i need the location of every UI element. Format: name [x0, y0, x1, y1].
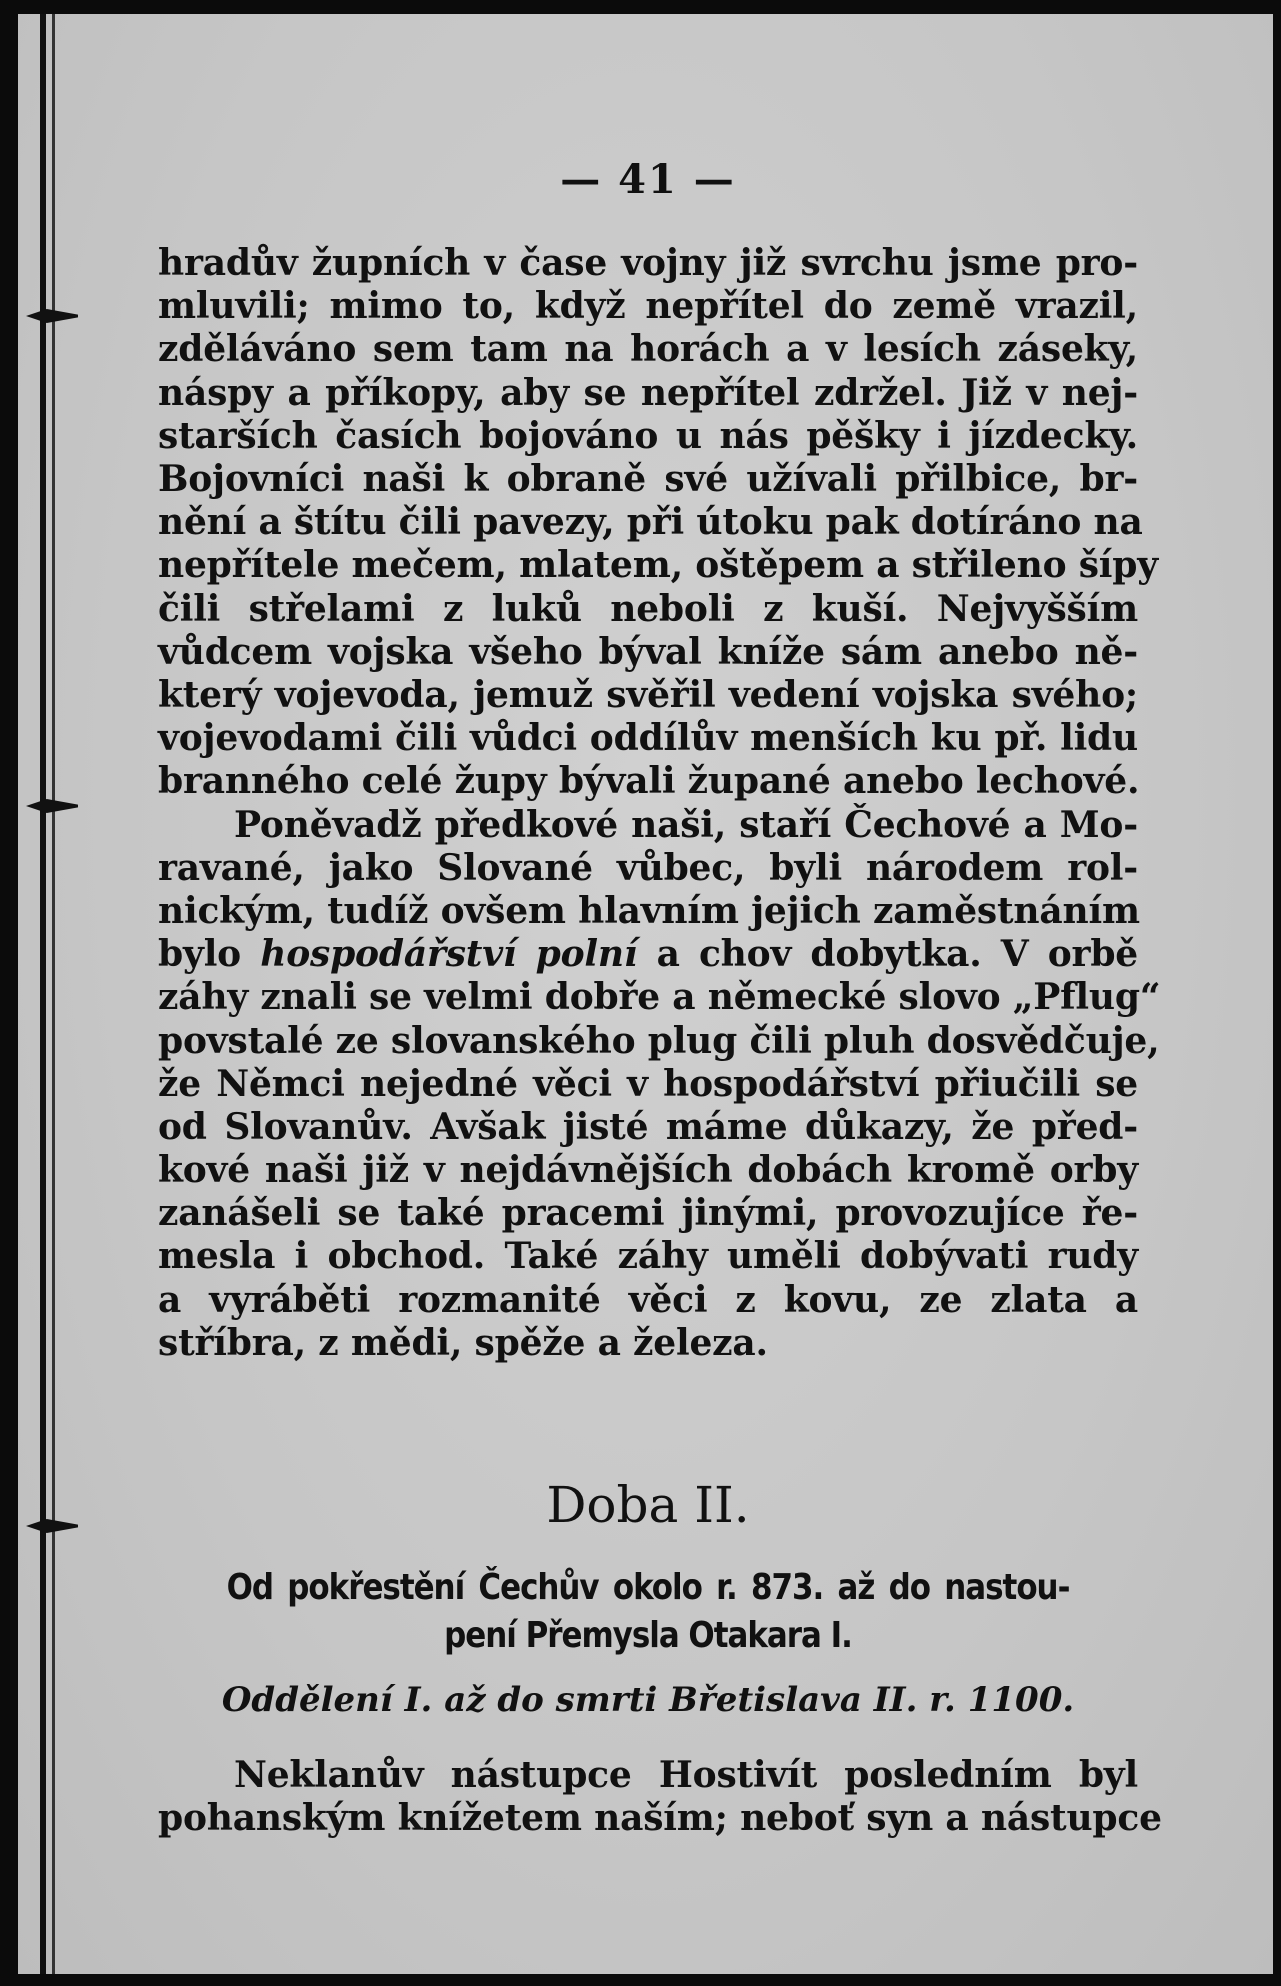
text-line: záhy znali se velmi dobře a německé slovo „Pflug“ [158, 976, 1161, 1019]
text-line: náspy a příkopy, aby se nepřítel zdržel. Již v nej- [158, 371, 1138, 414]
chapter-subtitle [158, 1564, 1138, 1660]
book-page [18, 14, 1273, 1974]
section-title: Oddělení I. až do smrti Břetislava II. r. 1100. [221, 1680, 1075, 1720]
subtitle-line: Od pokřestění Čechův okolo r. 873. až do nastou- [226, 1567, 1070, 1608]
chapter-title: Doba II. [546, 1476, 750, 1534]
text-line: Neklanův nástupce Hostivít posledním byl [234, 1754, 1138, 1796]
text-line: Bojovníci naši k obraně své užívali přilbice, br- [158, 457, 1138, 500]
paragraph-1 [158, 242, 1158, 803]
italic-phrase: hospodářství polní [260, 933, 638, 976]
text-line: branného celé župy bývali župané anebo lechové. [158, 760, 1140, 803]
text-line: a vyráběti rozmanité věci z kovu, ze zlata a [158, 1278, 1138, 1321]
text-line: bylo hospodářství polní a chov dobytka. V orbě [158, 933, 1138, 976]
text-line: nění a štítu čili pavezy, při útoku pak dotíráno na [158, 501, 1143, 544]
text-line: nickým, tudíž ovšem hlavním jejich zaměstnáním [158, 889, 1140, 932]
binding-stitch-mark [26, 799, 78, 813]
spine-edge-inner [52, 14, 55, 1974]
text-line: čili střelami z luků neboli z kuší. Nejvyšším [158, 587, 1138, 630]
text-line: starších časích bojováno u nás pěšky i jízdecky. [158, 414, 1138, 457]
binding-stitch-mark [26, 1519, 78, 1533]
text-line: stříbra, z mědi, spěže a železa. [158, 1321, 768, 1364]
binding-stitch-mark [26, 309, 78, 323]
paragraph-3 [158, 1754, 1162, 1840]
text-line: vůdcem vojska všeho býval kníže sám anebo ně- [158, 630, 1138, 673]
subtitle-line: pení Přemysla Otakara I. [444, 1615, 852, 1656]
text-line: povstalé ze slovanského plug čili pluh dosvědčuje, [158, 1019, 1160, 1062]
text-line: pohanským knížetem naším; neboť syn a nástupce [158, 1797, 1162, 1840]
text-line: mesla i obchod. Také záhy uměli dobývati rudy [158, 1235, 1138, 1278]
text-line: kové naši již v nejdávnějších dobách kromě orby [158, 1149, 1138, 1192]
text-line: od Slovanův. Avšak jisté máme důkazy, že před- [158, 1105, 1138, 1148]
text-line: nepřítele mečem, mlatem, oštěpem a střileno šípy [158, 544, 1158, 587]
text-line: vojevodami čili vůdci oddílův menších ku př. lidu [158, 717, 1138, 760]
spine-edge [40, 14, 46, 1974]
paragraph-2 [158, 803, 1161, 1365]
page-number: — 41 — [560, 156, 736, 203]
text-line: mluvili; mimo to, když nepřítel do země vrazil, [158, 285, 1138, 328]
text-line: ravané, jako Slované vůbec, byli národem rol- [158, 846, 1138, 889]
text-line: který vojevoda, jemuž svěřil vedení vojska svého; [158, 673, 1138, 716]
text-line: že Němci nejedné věci v hospodářství přiučili se [158, 1062, 1138, 1105]
text-line: hradův župních v čase vojny již svrchu jsme pro- [158, 242, 1138, 284]
text-line: zděláváno sem tam na horách a v lesích záseky, [158, 328, 1138, 371]
text-line: Poněvadž předkové naši, staří Čechové a Mo- [234, 803, 1138, 846]
text-line: zanášeli se také pracemi jinými, provozujíce ře- [158, 1192, 1138, 1235]
